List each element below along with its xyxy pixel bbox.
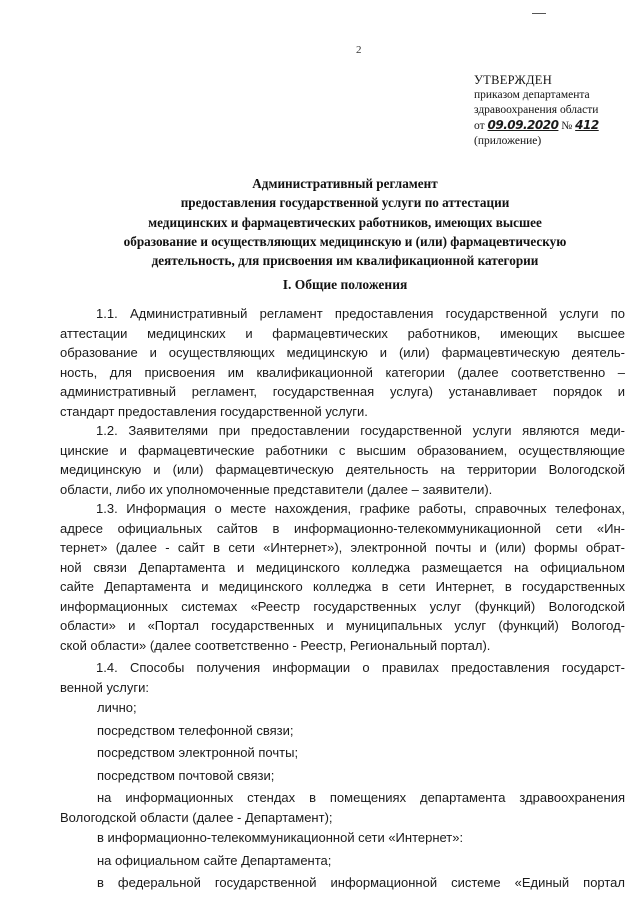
list-item: посредством почтовой связи; [97,767,275,783]
paragraph-3-line: ной связи Департамента и медицинского колледжа размещается на официальном [60,559,625,575]
list-item: в федеральной государственной информационной системе «Единый портал [97,875,625,890]
paragraph-1-line: аттестации медицинских и фармацевтических работников, имеющих высшее [60,325,625,341]
approval-line-appendix: (приложение) [474,135,542,147]
title-line: медицинских и фармацевтических работников, имеющих высшее [148,214,542,230]
paragraph-4-line: 1.4. Способы получения информации о правилах предоставления государст- [96,660,625,675]
document-title [60,174,630,270]
approval-line-order: приказом департамента [474,89,590,101]
paragraph-3-line: адресе официальных сайтов в информационно-телекоммуникационной сети «Ин- [60,520,625,536]
section-heading: I. Общие положения [282,277,408,292]
page-number: 2 [356,44,362,56]
list-item: лично; [97,700,137,715]
paragraph-1-line: образование и осуществляющих медицинскую и (или) фармацевтическую деятель- [60,345,625,360]
title-line: образование и осуществляющих медицинскую и (или) фармацевтическую [123,233,567,249]
approval-stamp-block [474,73,599,149]
paragraph-4-line: венной услуги: [60,679,150,695]
date-prefix: от [474,120,485,132]
list-item-continuation: Вологодской области (далее - Департамент); [60,809,333,825]
handwritten-number: 412 [575,118,599,132]
paragraph-2-line: медицинскую и (или) фармацевтическую деятельность на территории Вологодской [60,462,625,477]
title-line: Административный регламент [252,176,438,191]
document-body [60,304,625,895]
list-item: посредством телефонной связи; [97,722,294,738]
paragraph-2-line: 1.2. Заявителями при предоставлении государственной услуги являются меди- [96,423,625,438]
list-item: в информационно-телекоммуникационной сети «Интернет»: [97,830,464,845]
paragraph-3-line: области» и «Портал государственных и муниципальных услуг (функций) Вологод- [60,618,625,633]
paragraph-3-line: сайте Департамента и медицинского колледжа в сети Интернет, в государственных [60,579,625,594]
title-line: предоставления государственной услуги по аттестации [180,195,510,211]
paragraph-1-line: 1.1. Административный регламент предоставления государственной услуги по [96,306,625,321]
paragraph-1-line: административный регламент, государственная услуга) устанавливает порядок и [60,384,625,399]
list-item: на официальном сайте Департамента; [97,852,332,868]
handwritten-date: 09.09.2020 [487,118,559,132]
top-dash-mark [532,13,546,14]
paragraph-3-line: информационных системах «Реестр государственных услуг (функций) Вологодской [60,598,625,614]
approval-title: УТВЕРЖДЕН [474,73,553,87]
paragraph-3-line: ской области» (далее соответственно - Реестр, Региональный портал). [60,637,491,653]
paragraph-1-line: ность, для присвоения им квалификационной категории (далее соответственно – [60,364,625,380]
approval-date-line [474,118,599,134]
paragraph-1-line: стандарт предоставления государственной услуги. [60,403,368,419]
paragraph-3-line: 1.3. Информация о месте нахождения, графике работы, справочных телефонах, [96,501,625,516]
paragraph-2-line: цинские и фармацевтические работники с высшим образованием, осуществляющие [60,442,625,458]
paragraph-2-line: области, либо их уполномоченные представители (далее – заявители). [60,481,493,497]
number-sign: № [561,120,573,132]
title-line: деятельность, для присвоения им квалификационной категории [151,253,539,269]
approval-line-department: здравоохранения области [474,104,599,116]
list-item: на информационных стендах в помещениях департамента здравоохранения [97,790,625,805]
paragraph-3-line: тернет» (далее - сайт в сети «Интернет»), электронной почты и (или) формы обрат- [60,540,625,555]
list-item: посредством электронной почты; [97,745,299,760]
